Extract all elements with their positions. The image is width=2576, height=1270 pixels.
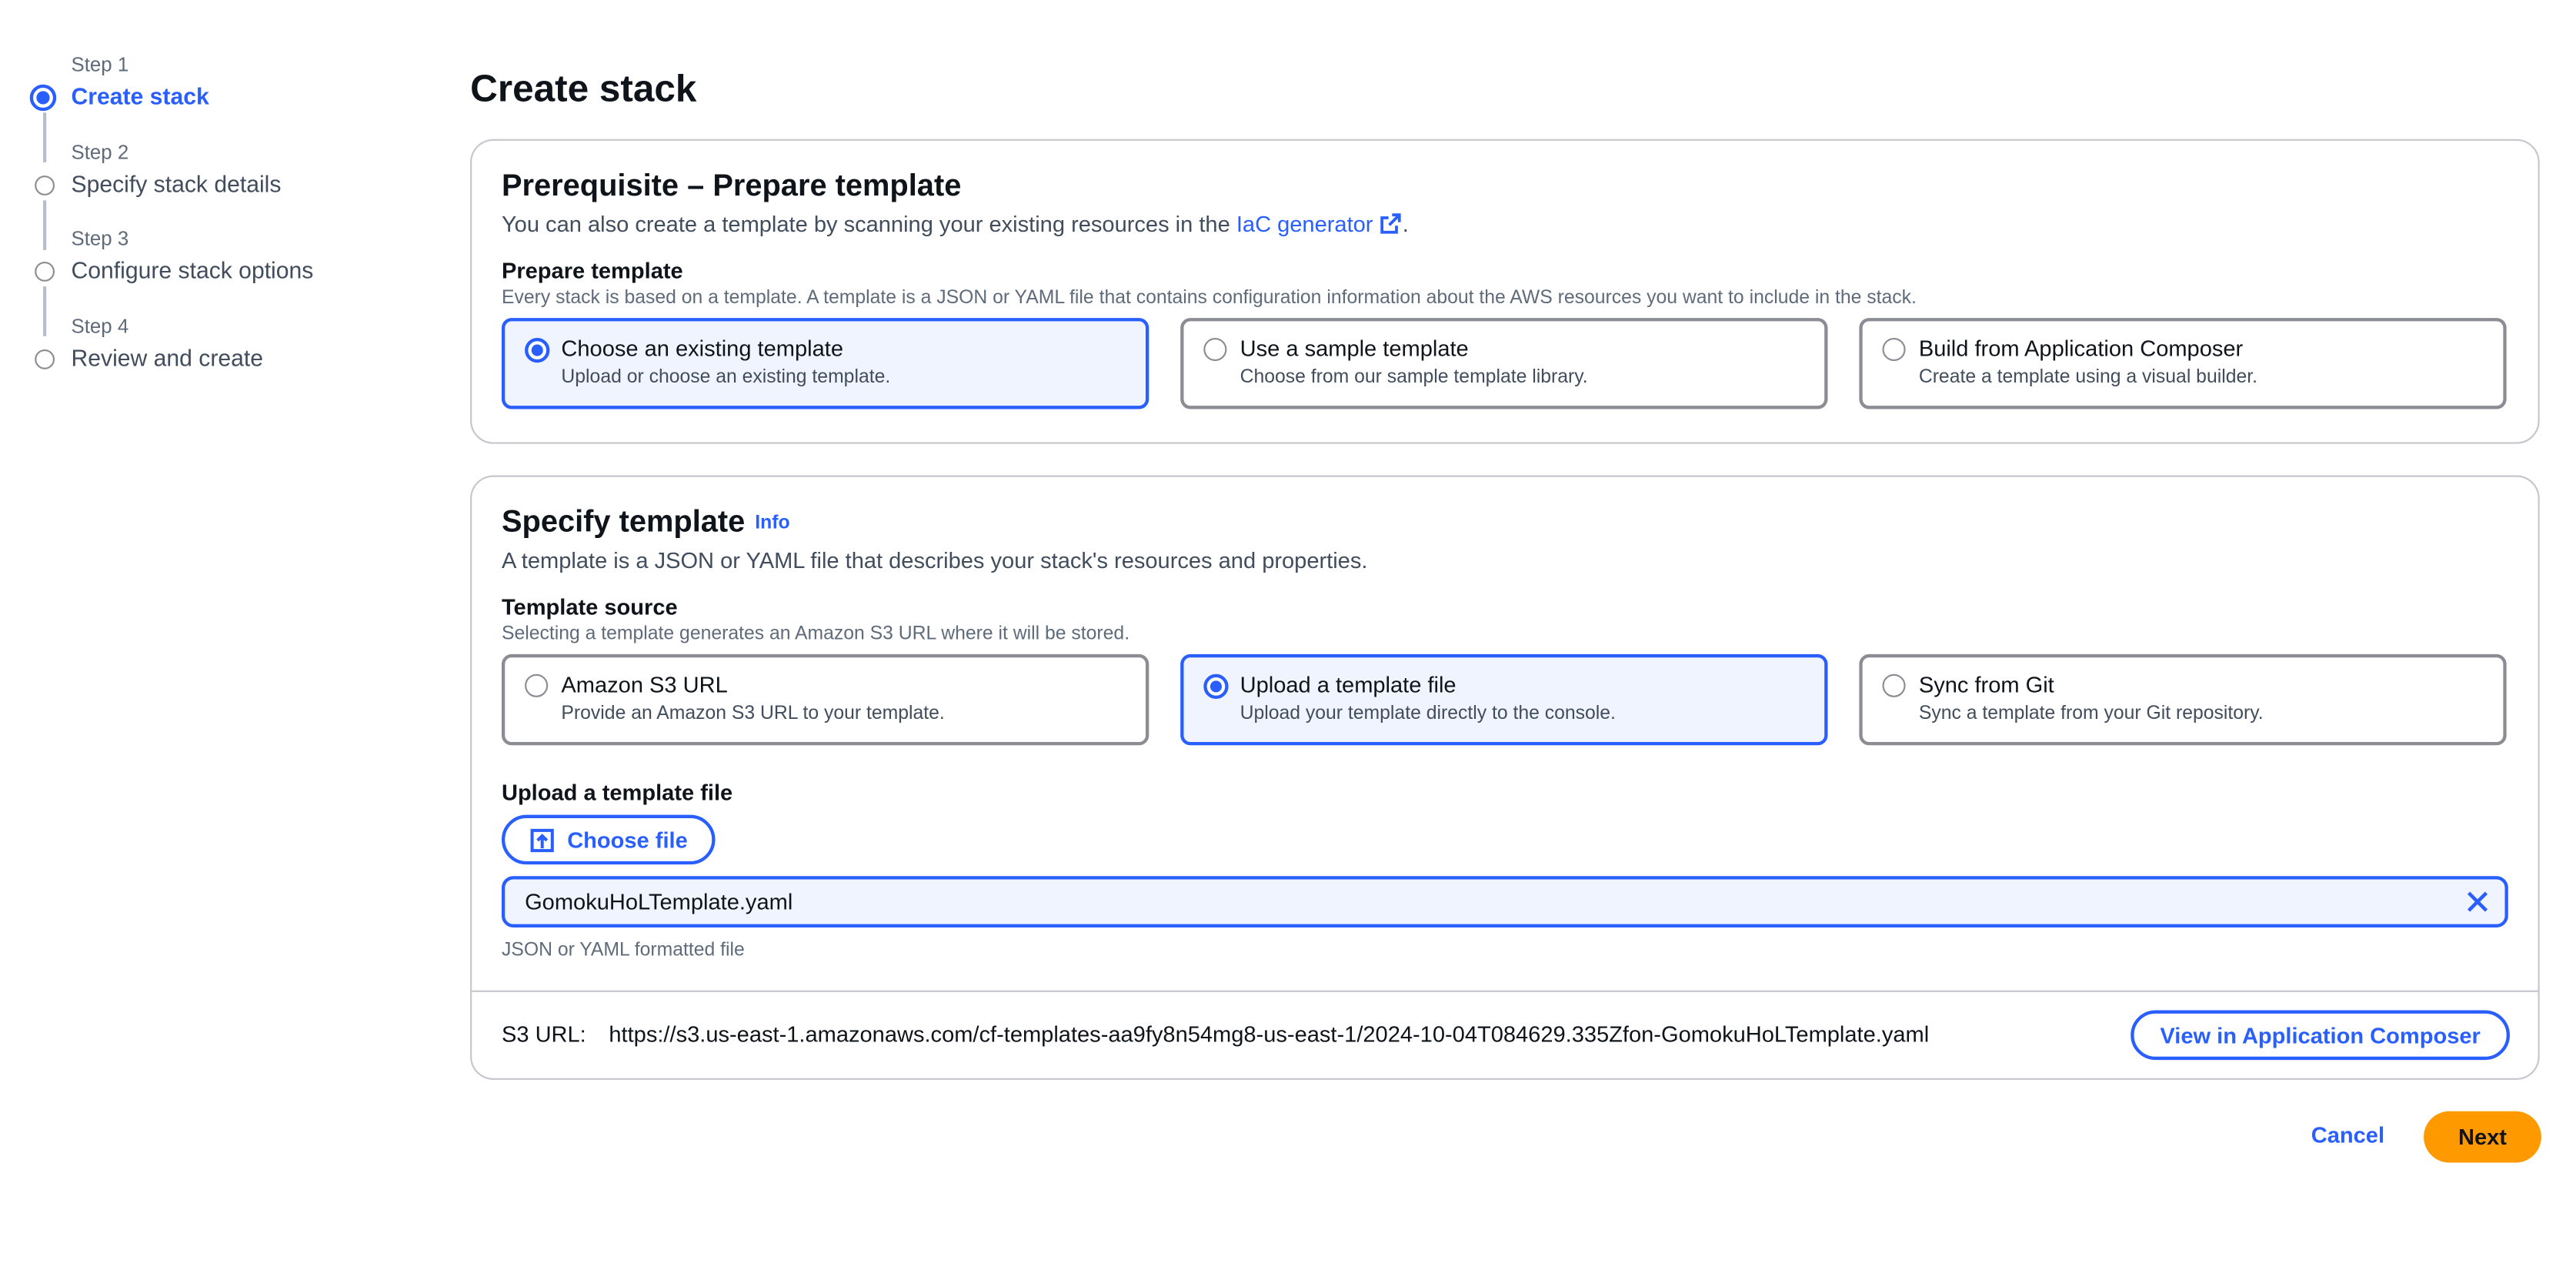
option-description: Upload your template directly to the console. (1240, 704, 1616, 724)
s3-url-value: https://s3.us-east-1.amazonaws.com/cf-templates-aa9fy8n54mg8-us-east-1/2024-10-04T084629.335Zfon-GomokuHoLTemplate.yaml (609, 1021, 1930, 1047)
link-text: IaC generator (1236, 212, 1373, 237)
step-number: Step 2 (71, 139, 129, 163)
prerequisite-description (502, 212, 2488, 236)
step-active-indicator-icon (30, 85, 56, 111)
step-title: Configure stack options (71, 256, 314, 283)
radio-selected-icon[interactable] (1203, 674, 1228, 699)
step-number: Step 4 (71, 313, 129, 337)
step-2[interactable] (26, 140, 407, 227)
option-description: Provide an Amazon S3 URL to your template. (561, 704, 945, 724)
radio-icon[interactable] (1882, 338, 1905, 361)
upload-file-label: Upload a template file (501, 780, 733, 805)
step-title: Specify stack details (71, 169, 282, 196)
prerequisite-panel (470, 139, 2540, 444)
template-source-description: Selecting a template generates an Amazon S3 URL where it will be stored. (501, 624, 1130, 645)
s3-url-label: S3 URL: (501, 1021, 586, 1047)
prepare-template-label: Prepare template (501, 258, 683, 283)
prerequisite-heading: Prerequisite – Prepare template (501, 167, 962, 202)
radio-icon[interactable] (1882, 674, 1905, 697)
template-source-label: Template source (501, 594, 678, 620)
step-title: Review and create (71, 343, 264, 370)
external-link-icon (1380, 212, 1403, 235)
selected-file-field[interactable] (502, 876, 2508, 927)
next-button[interactable]: Next (2424, 1111, 2541, 1163)
option-description: Choose from our sample template library. (1240, 367, 1588, 388)
radio-icon[interactable] (525, 674, 548, 697)
option-upload-file[interactable] (1180, 654, 1827, 745)
step-4[interactable] (26, 314, 407, 401)
option-label: Choose an existing template (561, 336, 843, 362)
cancel-button[interactable]: Cancel (2311, 1122, 2385, 1148)
radio-icon[interactable] (1203, 338, 1226, 361)
specify-template-description: A template is a JSON or YAML file that describes your stack's resources and properties. (501, 548, 1368, 573)
view-in-composer-button[interactable]: View in Application Composer (2131, 1011, 2510, 1061)
page-title: Create stack (470, 66, 697, 110)
heading-text: Specify template (501, 503, 746, 539)
choose-file-label: Choose file (567, 827, 688, 853)
specify-template-panel (470, 476, 2540, 1080)
step-number: Step 1 (71, 52, 129, 76)
divider (472, 991, 2538, 992)
description-text: You can also create a template by scanning your existing resources in the (501, 212, 1230, 237)
option-description: Create a template using a visual builder. (1918, 367, 2258, 388)
upload-icon (529, 827, 554, 852)
description-suffix: . (1402, 212, 1409, 237)
step-title: Create stack (71, 82, 209, 110)
option-label: Amazon S3 URL (561, 672, 728, 697)
choose-file-button[interactable] (502, 815, 716, 865)
step-3[interactable] (26, 227, 407, 314)
prepare-template-options (502, 318, 2507, 409)
step-1[interactable] (26, 53, 407, 140)
option-label: Use a sample template (1240, 336, 1469, 362)
option-label: Build from Application Composer (1918, 336, 2244, 362)
wizard-steps (26, 53, 407, 401)
option-description: Upload or choose an existing template. (561, 367, 891, 388)
info-link[interactable]: Info (755, 513, 790, 533)
option-sync-git[interactable] (1859, 654, 2506, 745)
step-indicator-icon (35, 349, 55, 369)
template-source-options (502, 654, 2507, 745)
option-existing-template[interactable] (502, 318, 1149, 409)
option-sample-template[interactable] (1180, 318, 1827, 409)
option-s3-url[interactable] (502, 654, 1149, 745)
s3-url-row (502, 1022, 1929, 1047)
clear-file-icon[interactable] (2464, 887, 2492, 916)
step-number: Step 3 (71, 226, 129, 250)
step-indicator-icon (35, 262, 55, 282)
step-indicator-icon (35, 175, 55, 195)
option-label: Sync from Git (1918, 672, 2054, 697)
option-application-composer[interactable] (1859, 318, 2506, 409)
file-format-hint: JSON or YAML formatted file (501, 941, 745, 961)
radio-selected-icon[interactable] (525, 338, 549, 363)
option-description: Sync a template from your Git repository. (1918, 704, 2264, 724)
prepare-template-description: Every stack is based on a template. A template is a JSON or YAML file that contains configuration information about the AWS resources you want to include in the stack. (501, 288, 1917, 309)
option-label: Upload a template file (1240, 672, 1457, 697)
selected-file-name: GomokuHoLTemplate.yaml (525, 889, 793, 914)
specify-template-heading (502, 503, 2488, 540)
iac-generator-link[interactable] (1236, 212, 1403, 236)
